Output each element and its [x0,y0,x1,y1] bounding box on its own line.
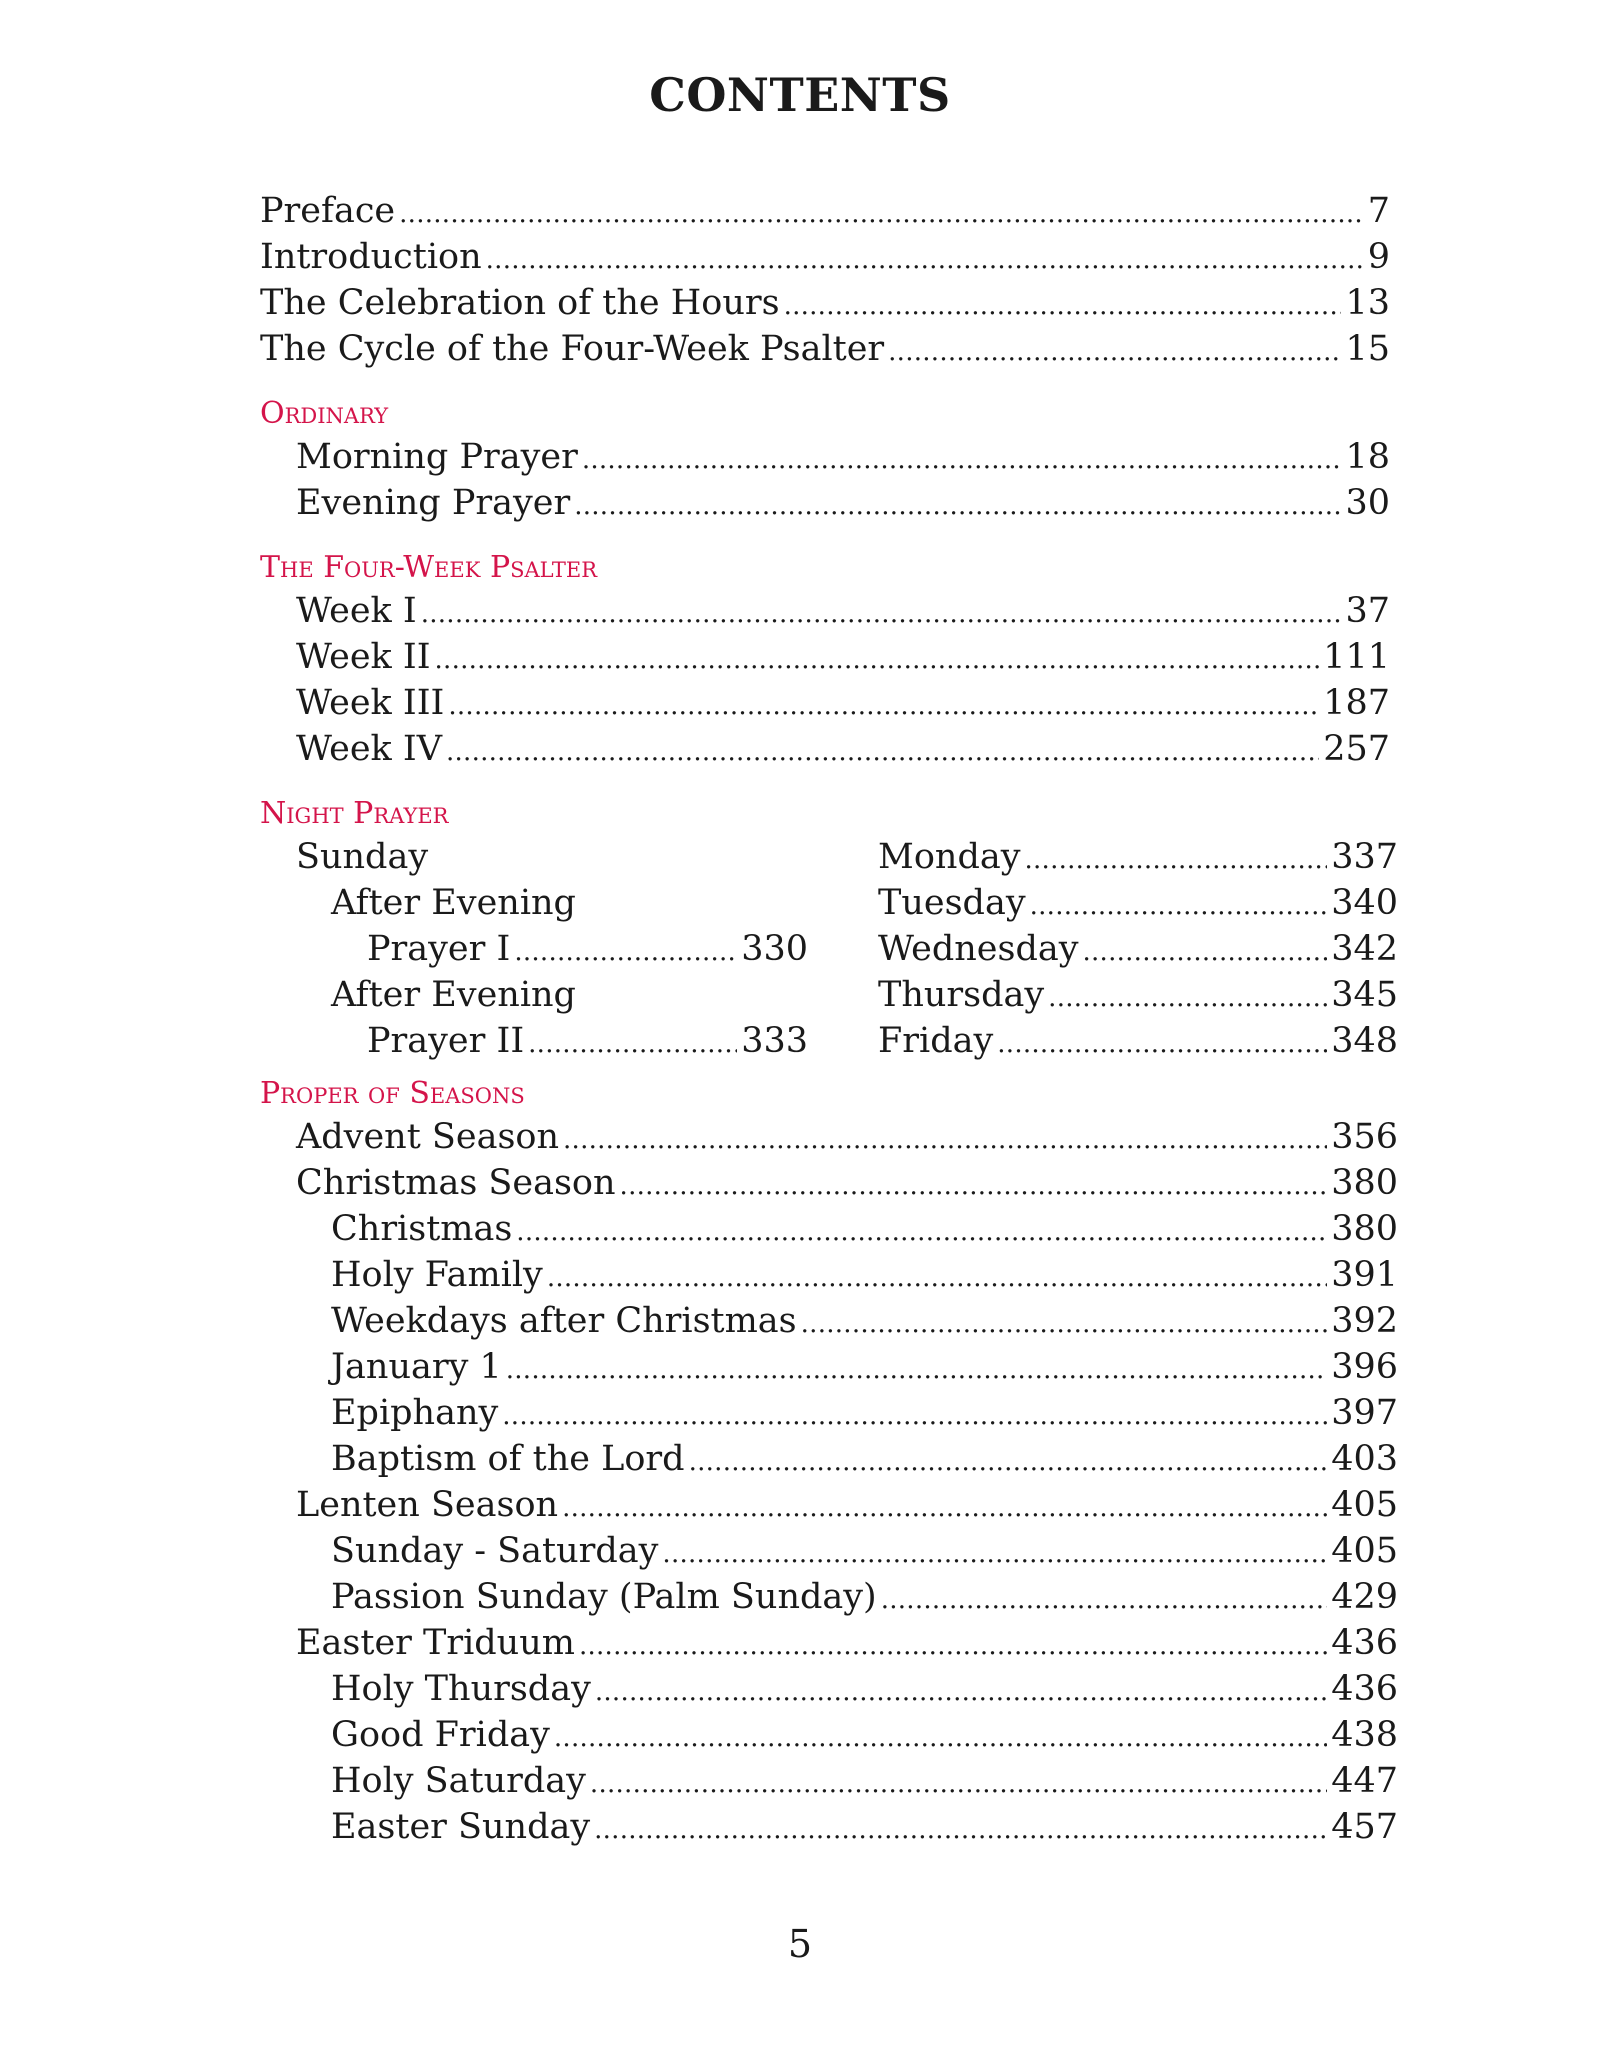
toc-entry-sunday-saturday[interactable]: Sunday - Saturday . . . 405 [260,1528,1398,1574]
dot-leader [516,1206,1327,1255]
dot-leader [502,1390,1327,1439]
toc-entry-advent[interactable]: Advent Season . . . 356 [260,1114,1398,1160]
dot-leader [547,1252,1327,1301]
toc-entry-monday[interactable]: Monday . . . 337 [878,834,1398,880]
dot-leader [1048,972,1327,1021]
dot-leader [421,588,1342,637]
toc-entry-baptism-of-the-lord[interactable]: Baptism of the Lord . . . 403 [260,1436,1398,1482]
dot-leader [801,1298,1328,1347]
toc-entry-good-friday[interactable]: Good Friday . . . 438 [260,1712,1398,1758]
toc-entry-prayer-2[interactable]: Prayer II . . . 333 [260,1018,808,1064]
toc-entry-after-evening-2: After Evening [331,975,576,1015]
dot-leader [784,280,1342,329]
toc-entry-prayer-1[interactable]: Prayer I . . . 330 [260,926,808,972]
toc-entry-holy-thursday[interactable]: Holy Thursday . . . 436 [260,1666,1398,1712]
toc-entry-sunday: Sunday [296,837,429,877]
toc-entry-wednesday[interactable]: Wednesday . . . 342 [878,926,1398,972]
dot-leader [594,1804,1327,1853]
dot-leader [528,1018,737,1067]
dot-leader [595,1666,1327,1715]
dot-leader [446,726,1319,775]
toc-entry-weekdays-after-christmas[interactable]: Weekdays after Christmas . . . 392 [260,1298,1398,1344]
toc-entry-january-1[interactable]: January 1 . . . 396 [260,1344,1398,1390]
dot-leader [881,1574,1327,1623]
toc-entry-easter-sunday[interactable]: Easter Sunday . . . 457 [260,1804,1398,1850]
toc-entry-friday[interactable]: Friday . . . 348 [878,1018,1398,1064]
toc-entry-week-3[interactable]: Week III . . . 187 [260,680,1390,726]
dot-leader [435,634,1320,683]
night-prayer-left-column [260,834,878,1064]
toc-entry-morning-prayer[interactable]: Morning Prayer . . . 18 [260,434,1390,480]
dot-leader [997,1018,1327,1067]
dot-leader [689,1436,1328,1485]
dot-leader [554,1712,1327,1761]
dot-leader [1083,926,1328,975]
table-of-contents [260,188,1398,1850]
dot-leader [1025,834,1328,883]
night-prayer-grid [260,834,1398,1064]
section-heading-ordinary: Ordinary [260,396,389,431]
toc-entry-holy-family[interactable]: Holy Family . . . 391 [260,1252,1398,1298]
toc-entry-week-1[interactable]: Week I . . . 37 [260,588,1390,634]
toc-entry-holy-saturday[interactable]: Holy Saturday . . . 447 [260,1758,1398,1804]
toc-entry-evening-prayer[interactable]: Evening Prayer . . . 30 [260,480,1390,526]
toc-entry-introduction[interactable]: Introduction . . . 9 [260,234,1390,280]
toc-entry-lenten-season[interactable]: Lenten Season . . . 405 [260,1482,1398,1528]
toc-entry-christmas[interactable]: Christmas . . . 380 [260,1206,1398,1252]
toc-entry-thursday[interactable]: Thursday . . . 345 [878,972,1398,1018]
proper-of-seasons-list [260,1114,1398,1850]
dot-leader [514,926,737,975]
dot-leader [486,234,1364,283]
toc-entry-passion-sunday[interactable]: Passion Sunday (Palm Sunday) . . . 429 [260,1574,1398,1620]
dot-leader [574,480,1341,529]
dot-leader [579,1620,1327,1669]
dot-leader [582,434,1342,483]
section-heading-proper-of-seasons: Proper of Seasons [260,1076,525,1111]
night-prayer-right-column [878,834,1398,1064]
dot-leader [888,326,1341,375]
toc-entry-christmas-season[interactable]: Christmas Season . . . 380 [260,1160,1398,1206]
dot-leader [590,1758,1327,1807]
section-heading-night-prayer: Night Prayer [260,796,449,831]
toc-entry-preface[interactable]: Preface . . . 7 [260,188,1390,234]
dot-leader [506,1344,1327,1393]
dot-leader [620,1160,1328,1209]
toc-entry-tuesday[interactable]: Tuesday . . . 340 [878,880,1398,926]
toc-entry-week-2[interactable]: Week II . . . 111 [260,634,1390,680]
dot-leader [399,188,1364,237]
toc-entry-celebration[interactable]: The Celebration of the Hours . . . 13 [260,280,1390,326]
toc-entry-easter-triduum[interactable]: Easter Triduum . . . 436 [260,1620,1398,1666]
dot-leader [662,1528,1327,1577]
page-number: 5 [787,1922,813,1966]
section-heading-psalter: The Four-Week Psalter [260,550,598,585]
dot-leader [562,1482,1327,1531]
toc-entry-after-evening-1: After Evening [331,883,576,923]
toc-entry-epiphany[interactable]: Epiphany . . . 397 [260,1390,1398,1436]
dot-leader [448,680,1319,729]
dot-leader [563,1114,1327,1163]
page-title: CONTENTS [649,68,951,122]
toc-entry-cycle[interactable]: The Cycle of the Four-Week Psalter . . . 15 [260,326,1390,372]
toc-entry-week-4[interactable]: Week IV . . . 257 [260,726,1390,772]
dot-leader [1030,880,1328,929]
